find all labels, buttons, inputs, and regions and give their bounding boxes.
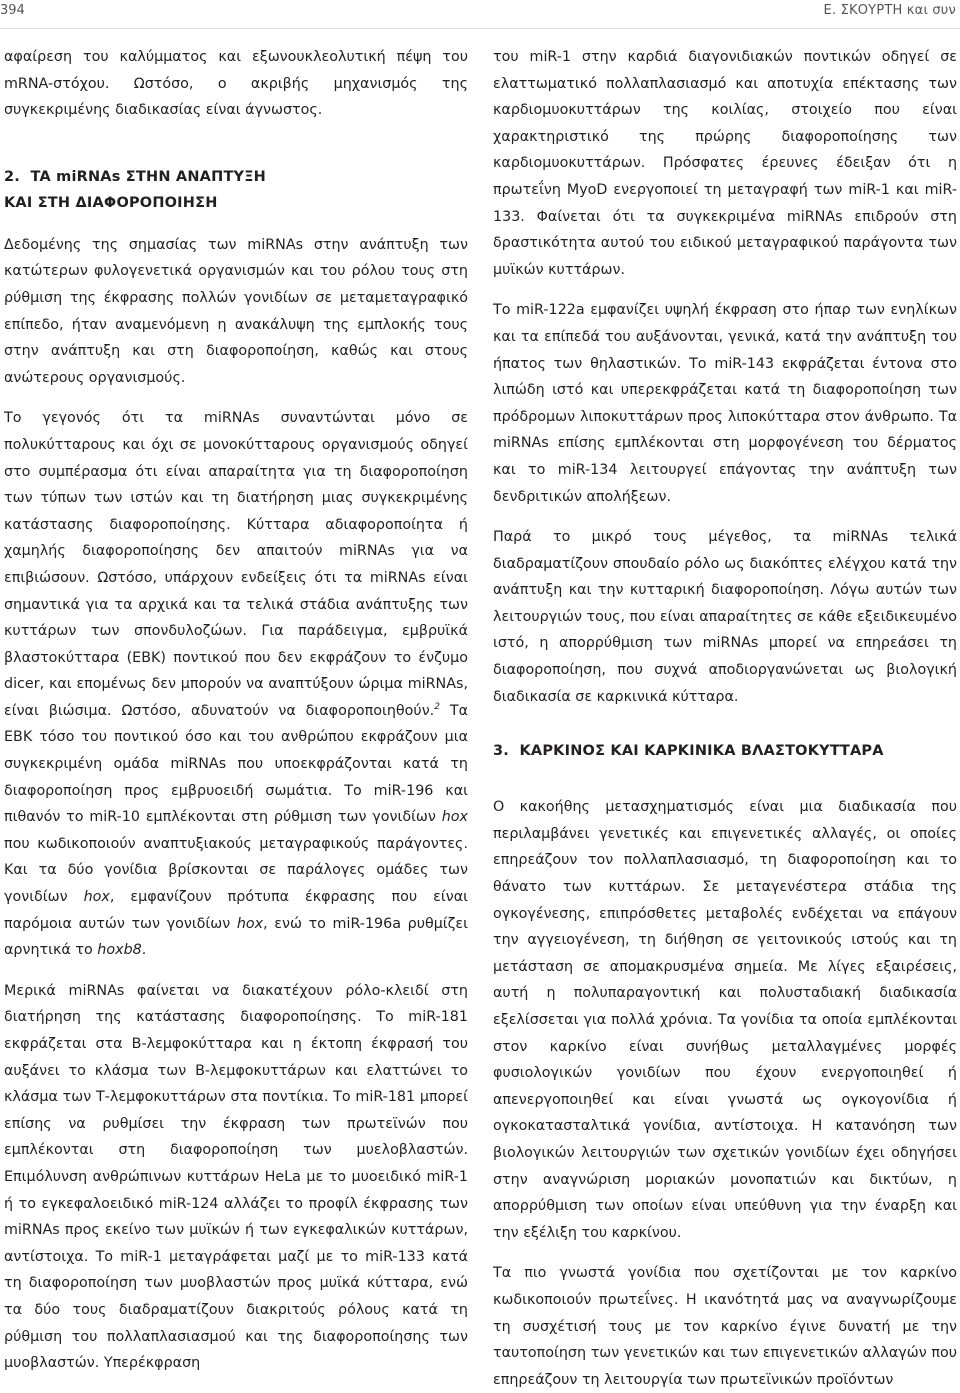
section-heading-2-line1: 2. TA miRNAs ΣΤΗΝ ΑΝΑΠΤΥΞΗ [4, 168, 266, 185]
gene-name: hox [441, 809, 468, 826]
paragraph: Παρά το μικρό τους μέγεθος, τα miRNAs τελικά διαδραματίζουν σπουδαίο ρόλο ως διακόπτες ελέγχου κατά την ανάπτυξη και την κυτταρική διαφοροποίηση. Λόγω αυτών των λειτουργιών τους, που είναι απαραίτητες σε κάθε εξειδικευμένο ιστό, η απορρύθμιση των miRNAs μπορεί να επηρεάσει τη διαφοροποίηση, που συχνά αποδιοργανώνεται ως βιολογική διαδικασία σε καρκινικά κύτταρα. [493, 529, 957, 705]
section-heading-3: 3. ΚΑΡΚΙΝΟΣ ΚΑΙ ΚΑΡΚΙΝΙΚΑ ΒΛΑΣΤΟΚΥΤΤΑΡΑ [493, 743, 884, 760]
paragraph: Τα πιο γνωστά γονίδια που σχετίζονται με τον καρκίνο κωδικοποιούν πρωτεΐνες. Η ικανότητά μας να αναγνωρίζουμε τη συσχέτισή τους με τον καρκίνο έγινε δυνατή με την ταυτοποίηση των γενετικών και των επιγενετικών αλλαγών που επηρεάζουν τη λειτουργία των πρωτεϊνικών προϊόντων [493, 1265, 957, 1388]
gene-name: hoxb8 [97, 942, 142, 959]
page-number: 394 [0, 3, 25, 18]
paragraph [4, 405, 468, 963]
gene-name: hox [236, 915, 264, 932]
paragraph-text: που κωδικοποιούν αναπτυξιακούς μεταγραφικούς παράγοντες. Και τα δύο γονίδια βρίσκονται σε παράλογες ομάδες των γονιδίων [4, 835, 468, 906]
gene-name: hox [83, 889, 110, 906]
paragraph-text: Τα ΕΒΚ τόσο του ποντικού όσο και του ανθρώπου εκφράζουν μια συγκεκριμένη ομάδα miRNAs που υποεκφράζονται κατά τη διαφοροποίηση προς εμβρυοειδή σωμάτια. Το miR-196 και πιθανόν το miR-10 εμπλέκονται στη ρύθμιση των γονιδίων [4, 702, 469, 826]
page-header [0, 0, 960, 29]
left-column [4, 44, 469, 1372]
paragraph: Δεδομένης της σημασίας των miRNAs στην ανάπτυξη των κατώτερων φυλογενετικά οργανισμών και του ρόλου τους στη ρύθμιση της έκφρασης πολλών γονιδίων σε μεταμεταγραφικό επίπεδο, ήταν αναμενόμενη η ανακάλυψη της εμπλοκής τους στην ανάπτυξη και στη διαφοροποίηση, καθώς και στους ανώτερους οργανισμούς. [4, 236, 468, 386]
spacer [4, 138, 468, 164]
paragraph-text: , εμφανίζουν πρότυπα έκφρασης που είναι παρόμοια αυτών των γονιδίων [4, 889, 468, 932]
paragraph: Μερικά miRNAs φαίνεται να διακατέχουν ρόλο-κλειδί στη διατήρηση της κατάστασης διαφοροποίησης. Το miR-181 εκφράζεται στα Β-λεμφοκύτταρα και η έκτοπη έκφρασή του αυξάνει το κλάσμα των Β-λεμφοκυττάρων και ελαττώνει το κλάσμα των Τ-λεμφοκυττάρων στα ποντίκια. Το miR-181 μπορεί επίσης να ρυθμίσει την έκφραση των πρωτεϊνών που εμπλέκονται στη διαφοροποίηση των μυελοβλαστών. Επιμόλυνση ανθρώπινων κυττάρων HeLa με το μυοειδικό miR-1 ή το εγκεφαλοειδικό miR-124 αλλάζει το προφίλ έκφρασης των miRNAs προς εκείνο των μυϊκών ή των εγκεφαλικών κυττάρων, αντίστοιχα. Το miR-1 μεταγράφεται μαζί με το miR-133 κατά τη διαφοροποίηση των μυοβλαστών προς μυϊκά κύτταρα, ενώ τα δύο τους διαδραματίζουν διακριτούς ρόλους κατά τη ρύθμιση του πολλαπλασιασμού και της διαφοροποίησης των μυοβλαστών. Υπερέκφραση [4, 982, 468, 1372]
paragraph-text: Το γεγονός ότι τα miRNAs συναντώνται μόνο σε πολυκύτταρους και όχι σε μονοκύτταρους οργανισμούς οδηγεί στο συμπέρασμα ότι είναι απαραίτητα για τη διαφοροποίηση των τύπων των ιστών και τη διατήρηση μιας συγκεκριμένης κατάστασης διαφοροποίησης. Κύτταρα αδιαφοροποίητα ή χαμηλής διαφοροποίησης δεν απαιτούν miRNAs για να επιβιώσουν. Ωστόσο, υπάρχουν ενδείξεις ότι τα miRNAs είναι σημαντικά για τα αρχικά και τα τελικά στάδια ανάπτυξης των κυττάρων των σπονδυλοζώων. Για παράδειγμα, εμβρυϊκά βλαστοκύτταρα (ΕΒΚ) ποντικού που δεν εκφράζουν το ένζυμο dicer, και επομένως δεν μπορούν να αναπτύξουν ώριμα miRNAs, είναι βιώσιμα. Ωστόσο, αδυνατούν να διαφοροποιηθούν. [4, 410, 468, 719]
spacer [493, 724, 957, 738]
intro-paragraph: αφαίρεση του καλύμματος και εξωνουκλεολυτική πέψη του mRNA-στόχου. Ωστόσο, ο ακριβής μηχανισμός της συγκεκριμένης διαδικασίας είναι άγνωστος. [4, 49, 468, 119]
footnote-ref: 2 [434, 702, 440, 713]
running-head: Ε. ΣΚΟΥΡΤΗ και συν [823, 3, 956, 18]
spacer [493, 780, 957, 794]
paragraph-text: , ενώ το miR-196a ρυθμίζει αρνητικά το [4, 915, 468, 959]
paragraph: του miR-1 στην καρδιά διαγονιδιακών ποντικών οδηγεί σε ελαττωματικό πολλαπλασιασμό και αποτυχία επέκτασης των καρδιομυοκυττάρων της κοιλίας, στοιχείο που είναι χαρακτηριστικό της πρώρης διαφοροποίησης των καρδιομυοκυττάρων. Πρόσφατες έρευνες έδειξαν ότι η πρωτεΐνη MyoD ενεργοποιεί τη μεταγραφή των miR-1 και miR-133. Φαίνεται ότι τα συγκεκριμένα miRNAs επιδρούν στη δραστικότητα αυτού του ειδικού μεταγραφικού παράγοντα των μυϊκών κυττάρων. [493, 49, 957, 278]
paragraph-text: . [141, 942, 147, 959]
right-column [493, 44, 957, 1388]
paragraph: Ο κακοήθης μετασχηματισμός είναι μια διαδικασία που περιλαμβάνει γενετικές και επιγενετικές αλλαγές, οι οποίες επηρεάζουν τον πολλαπλασιασμό, τη διαφοροποίηση και το θάνατο των κυττάρων. Σε μεταγενέστερα στάδια της ογκογένεσης, επιπρόσθετες μεταβολές ενδέχεται να επάγουν την αγγειογένεση, τη διήθηση σε γειτονικούς ιστούς και τη μετάσταση σε απομακρυσμένα σημεία. Με λίγες εξαιρέσεις, αυτή η πολυπαραγοντική και πολυσταδιακή διαδικασία εξελίσσεται για πολλά χρόνια. Τα γονίδια τα οποία εμπλέκονται στον καρκίνο είναι συνήθως μεταλλαγμένες μορφές φυσιολογικών γονιδίων που έχουν ενεργοποιηθεί ή απενεργοποιηθεί και είναι γνωστά ως ογκογονίδια ή ογκοκατασταλτικά γονίδια, αντίστοιχα. Η κατανόηση των βιολογικών λειτουργιών των σχετικών γονιδίων έχει οδηγήσει στην αναγνώριση μοριακών μονοπατιών και δικτύων, η απορρύθμιση των οποίων είναι υπεύθυνη για την έναρξη και την εξέλιξη του καρκίνου. [493, 799, 957, 1241]
section-heading-2 [4, 164, 468, 216]
paragraph: Το miR-122a εμφανίζει υψηλή έκφραση στο ήπαρ των ενηλίκων και τα επίπεδά του αυξάνονται, γενικά, κατά την ανάπτυξη του ήπατος των θηλαστικών. Το miR-143 εκφράζεται έντονα στο λιπώδη ιστό και υπερεκφράζεται κατά τη διαφοροποίηση των πρόδρομων λιποκυττάρων προς λιποκύτταρα στον άνθρωπο. Τα miRNAs επίσης εμπλέκονται στη μορφογένεση του δέρματος και το miR-134 λειτουργεί επάγοντας την ανάπτυξη των δενδριτικών απολήξεων. [493, 302, 957, 505]
section-heading-2-line2: ΚΑΙ ΣΤΗ ΔΙΑΦΟΡΟΠΟΙΗΣΗ [4, 194, 218, 211]
